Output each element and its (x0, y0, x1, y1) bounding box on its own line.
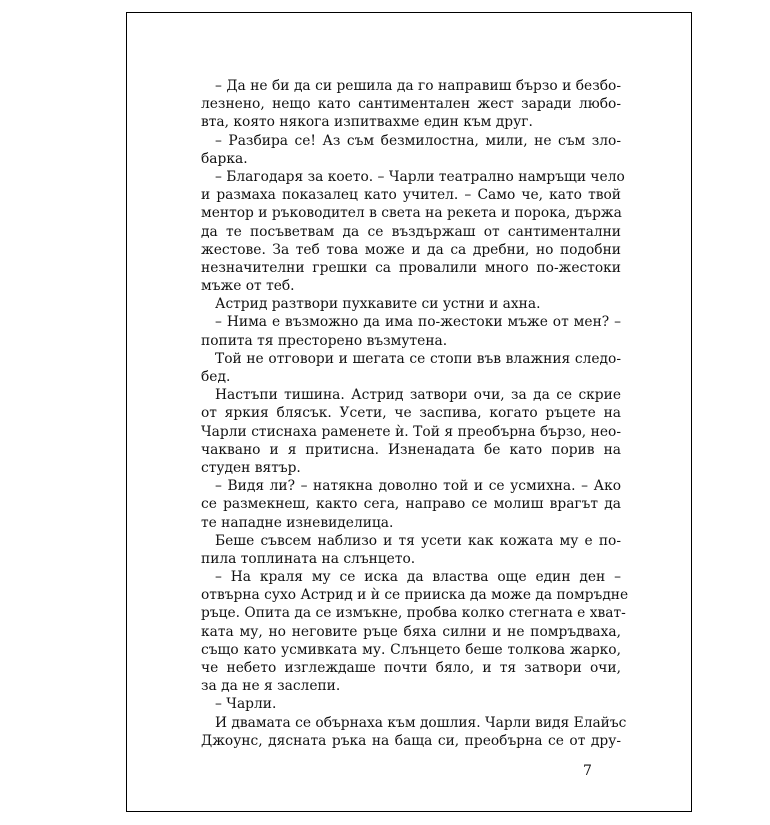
text-line: незначителни грешки са провалили много по-жестоки (201, 259, 621, 276)
text-line: се размекнеш, както сега, направо се молиш врагът да (201, 496, 621, 513)
text-line: те нападне изневиделица. (201, 514, 394, 531)
text-line: вта, която някога изпитвахме един към друг. (201, 114, 533, 131)
paragraph (201, 477, 621, 532)
text-line: Беше съвсем наблизо и тя усети как кожата му е по- (215, 532, 621, 549)
paragraph (201, 350, 621, 386)
paragraph (201, 168, 625, 295)
text-line: че небето изглеждаше почти бяло, и тя затвори очи, (201, 660, 621, 676)
paragraph (201, 77, 621, 132)
text-line: – Разбира се! Аз съм безмилостна, мили, не съм зло- (215, 132, 621, 149)
text-line: Настъпи тишина. Астрид затвори очи, за да се скрие (215, 387, 621, 404)
text-line: попита тя престорено възмутена. (201, 332, 448, 349)
text-line: – Видя ли? – натякна доволно той и се усмихна. – Ако (215, 478, 621, 495)
text-line: Астрид разтвори пухкавите си устни и ахна. (215, 296, 541, 313)
book-page (126, 12, 692, 812)
text-line: – Нима е възможно да има по-жестоки мъже от мен? – (215, 314, 621, 331)
text-line: чаквано и я притисна. Изненадата бе като порив на (201, 441, 621, 458)
text-line: ръце. Опита да се измъкне, пробва колко стегната е хват- (201, 605, 626, 622)
paragraph (201, 568, 629, 695)
text-line: И двамата се обърнаха към дошлия. Чарли видя Елайъс (215, 714, 627, 731)
text-line: ката му, но неговите ръце бяха силни и не помръдваха, (201, 623, 621, 640)
text-line: Джоунс, дясната ръка на баща си, преобърна се от дру- (201, 732, 621, 749)
paragraph (201, 386, 621, 477)
text-line: от яркия блясък. Усети, че заспива, когато ръцете на (201, 405, 621, 422)
text-line: пила топлината на слънцето. (201, 550, 416, 567)
text-line: – Благодаря за което. – Чарли театрално намръщи чело (215, 168, 625, 185)
body-text (201, 77, 629, 750)
paragraph (201, 714, 627, 750)
text-line: барка. (201, 150, 248, 167)
text-line: ментор и ръководител в света на рекета и порока, държа (201, 205, 622, 222)
text-line: Чарли стиснаха раменете ѝ. Той я преобърна бързо, нео- (201, 423, 621, 440)
text-line: – Чарли. (215, 696, 277, 713)
text-line: също като усмивката му. Слънцето беше толкова жарко, (201, 641, 621, 658)
text-line: и размаха показалец като учител. – Само че, като твой (201, 187, 621, 204)
paragraph (201, 295, 621, 313)
paragraph (201, 132, 621, 168)
text-line: мъже от теб. (201, 278, 295, 295)
text-line: жестове. За теб това може и да са дребни, но подобни (201, 241, 621, 258)
text-line: отвърна сухо Астрид и ѝ се прииска да може да помръдне (201, 587, 629, 604)
paragraph (201, 695, 621, 713)
text-line: лезнено, нещо като сантиментален жест заради любо- (201, 96, 621, 113)
text-line: – Да не би да си решила да го направиш бързо и безбо- (215, 78, 621, 94)
paragraph (201, 532, 621, 568)
text-line: за да не я заслепи. (201, 678, 341, 695)
paragraph (201, 313, 621, 349)
text-line: студен вятър. (201, 459, 301, 476)
text-line: Той не отговори и шегата се стопи във влажния следо- (215, 350, 621, 367)
page-number: 7 (583, 763, 592, 779)
text-line: да те посъветвам да се въздържаш от сантиментални (201, 223, 621, 240)
text-line: бед. (201, 369, 231, 385)
text-line: – На краля му се иска да властва още един ден – (215, 569, 621, 586)
